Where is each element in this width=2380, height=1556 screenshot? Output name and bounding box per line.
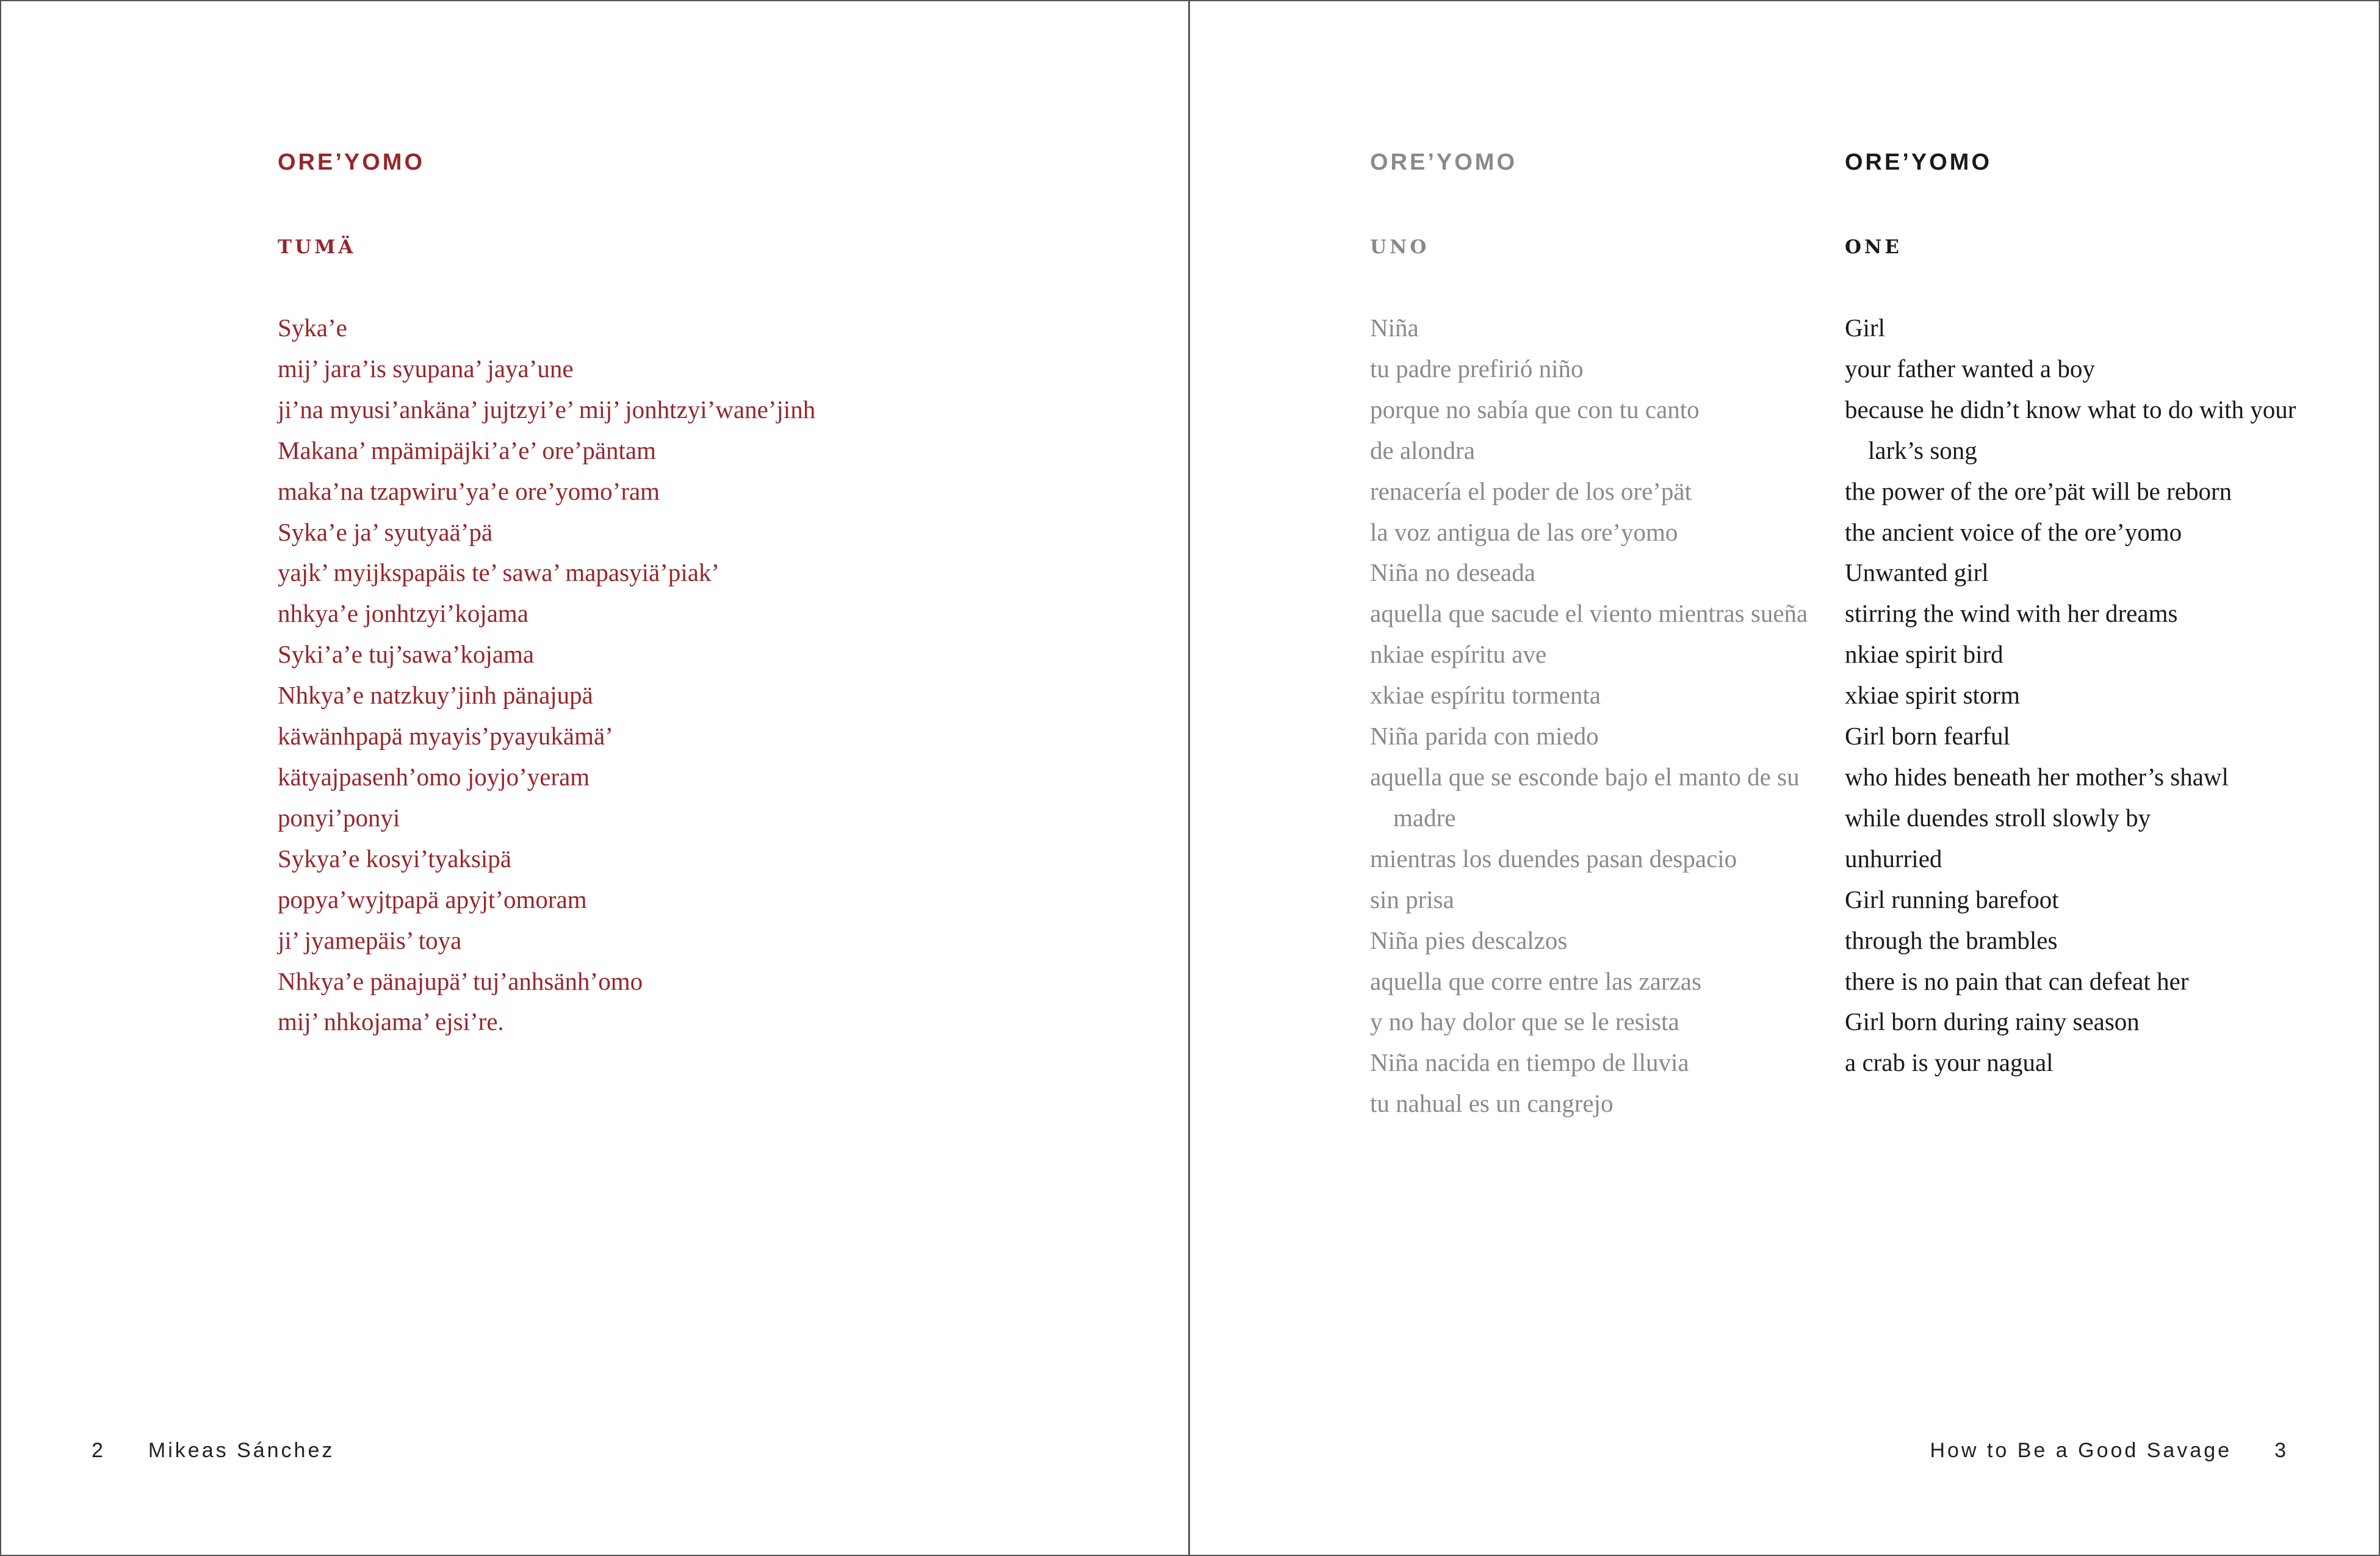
book-title: How to Be a Good Savage <box>1930 1439 2232 1462</box>
poem-lines-english <box>1845 308 2345 1083</box>
poem-line: ponyi’ponyi <box>278 803 400 832</box>
poem-line: stirring the wind with her dreams <box>1845 599 2178 628</box>
poem-line: tu nahual es un cangrejo <box>1370 1089 1614 1118</box>
right-folio <box>1930 1439 2288 1463</box>
page-number: 2 <box>92 1439 106 1462</box>
section-heading-spanish: UNO <box>1370 236 1430 258</box>
poem-line: unhurried <box>1845 844 1942 873</box>
poem-line: because he didn’t know what to do with your lark’s song <box>1845 395 2296 464</box>
poem-line: nkiae spirit bird <box>1845 640 2003 669</box>
poem-line: de alondra <box>1370 436 1475 464</box>
poem-line: who hides beneath her mother’s shawl <box>1845 762 2229 791</box>
poem-line: Girl born during rainy season <box>1845 1007 2140 1036</box>
poem-line: y no hay dolor que se le resista <box>1370 1007 1679 1036</box>
poem-line: Girl running barefoot <box>1845 885 2059 913</box>
poem-line: xkiae espíritu tormenta <box>1370 681 1601 710</box>
poem-line: Nhkya’e natzkuy’jinh pänajupä <box>278 681 593 710</box>
page-number: 3 <box>2274 1439 2288 1462</box>
poem-line: mientras los duendes pasan despacio <box>1370 844 1737 873</box>
poem-line: Unwanted girl <box>1845 558 1989 587</box>
poem-line: kätyajpasenh’omo joyjo’yeram <box>278 762 590 791</box>
poem-line: the ancient voice of the ore’yomo <box>1845 517 2182 546</box>
poem-line: while duendes stroll slowly by <box>1845 803 2151 832</box>
poem-title-mixe: ORE’YOMO <box>278 149 425 175</box>
section-heading-mixe: TUMÄ <box>278 236 356 258</box>
poem-line: a crab is your nagual <box>1845 1048 2054 1077</box>
poem-line: popya’wyjtpapä apyjt’omoram <box>278 885 587 913</box>
poem-title-english: ORE’YOMO <box>1845 149 1992 175</box>
poem-line: Niña nacida en tiempo de lluvia <box>1370 1048 1689 1077</box>
poem-line: nhkya’e jonhtzyi’kojama <box>278 599 529 628</box>
poem-line: aquella que sacude el viento mientras sueña <box>1370 599 1808 628</box>
poem-line: Girl born fearful <box>1845 722 2010 751</box>
left-page <box>0 0 1188 1556</box>
poem-line: tu padre prefirió niño <box>1370 354 1584 383</box>
right-page <box>1190 0 2380 1556</box>
poem-line: Syki’a’e tuj’sawa’kojama <box>278 640 535 669</box>
poem-line: Syka’e ja’ syutyaä’pä <box>278 517 493 546</box>
poem-line: renacería el poder de los ore’pät <box>1370 477 1692 505</box>
poem-line: your father wanted a boy <box>1845 354 2095 383</box>
poem-line: Niña <box>1370 314 1419 342</box>
poem-line: through the brambles <box>1845 926 2058 954</box>
poem-line: xkiae spirit storm <box>1845 681 2020 710</box>
poem-line: aquella que corre entre las zarzas <box>1370 967 1701 995</box>
author-name: Mikeas Sánchez <box>148 1439 335 1462</box>
poem-line: maka’na tzapwiru’ya’e ore’yomo’ram <box>278 477 660 505</box>
poem-line: Nhkya’e pänajupä’ tuj’anhsänh’omo <box>278 967 643 995</box>
poem-title-spanish: ORE’YOMO <box>1370 149 1518 175</box>
poem-line: sin prisa <box>1370 885 1454 913</box>
poem-line: Niña pies descalzos <box>1370 926 1568 954</box>
poem-line: Sykya’e kosyi’tyaksipä <box>278 844 511 873</box>
poem-lines-spanish <box>1370 308 1834 1124</box>
poem-line: aquella que se esconde bajo el manto de su madre <box>1370 762 1800 832</box>
poem-line: mij’ nhkojama’ ejsi’re. <box>278 1007 504 1036</box>
poem-line: la voz antigua de las ore’yomo <box>1370 517 1678 546</box>
poem-line: yajk’ myijkspapäis te’ sawa’ mapasyiä’piak’ <box>278 558 720 587</box>
poem-line: ji’na myusi’ankäna’ jujtzyi’e’ mij’ jonhtzyi’wane’jinh <box>278 395 816 423</box>
poem-line: there is no pain that can defeat her <box>1845 967 2189 995</box>
left-folio <box>92 1439 334 1463</box>
poem-lines-mixe <box>278 308 1132 1042</box>
section-heading-english: ONE <box>1845 236 1902 258</box>
poem-line: porque no sabía que con tu canto <box>1370 395 1700 423</box>
poem-line: nkiae espíritu ave <box>1370 640 1547 669</box>
poem-line: Syka’e <box>278 314 347 342</box>
poem-line: Niña parida con miedo <box>1370 722 1599 751</box>
poem-line: ji’ jyamepäis’ toya <box>278 926 462 954</box>
poem-line: the power of the ore’pät will be reborn <box>1845 477 2232 505</box>
poem-line: Makana’ mpämipäjki’a’e’ ore’päntam <box>278 436 657 464</box>
poem-line: Girl <box>1845 314 1886 342</box>
poem-line: käwänhpapä myayis’pyayukämä’ <box>278 722 613 751</box>
poem-line: Niña no deseada <box>1370 558 1535 587</box>
poem-line: mij’ jara’is syupana’ jaya’une <box>278 354 574 383</box>
